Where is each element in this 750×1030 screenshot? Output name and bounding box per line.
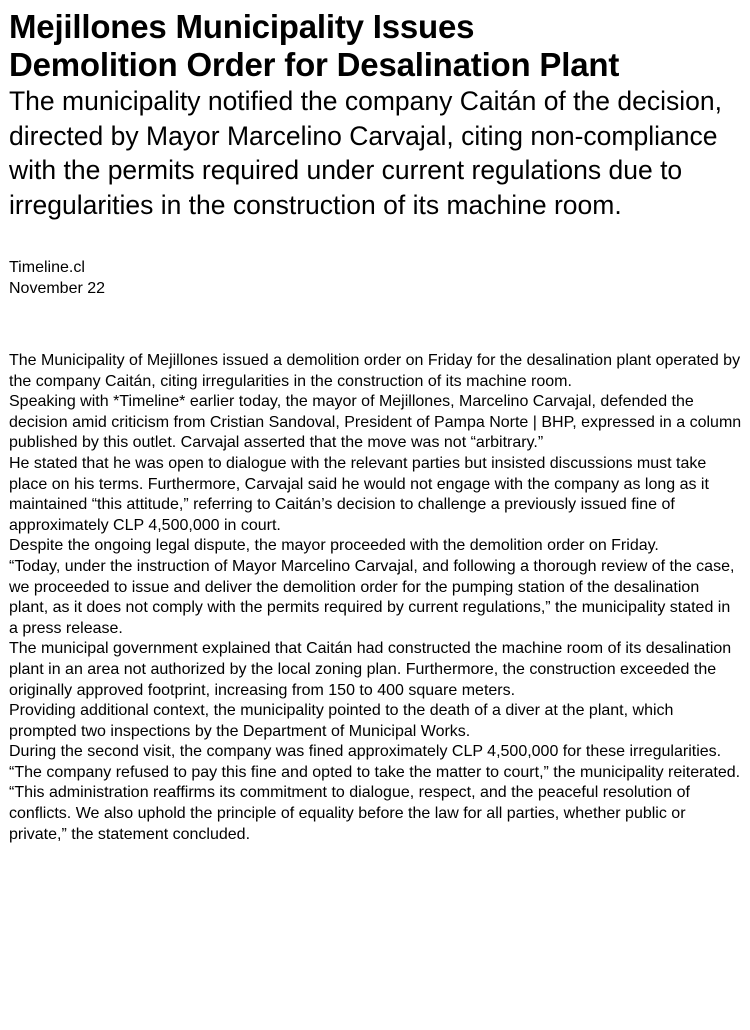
article-paragraph: “Today, under the instruction of Mayor Marcelino Carvajal, and following a thorough review of the case, we proceeded to issue and deliver the demolition order for the pumping station of the desalination plant, as it does not comply with the permits required by current regulations,” the municipality stated in a press release.: [9, 557, 735, 637]
article-paragraph: The municipal government explained that Caitán had constructed the machine room of its desalination plant in an area not authorized by the local zoning plan. Furthermore, the construction exceeded the originally approved footprint, increasing from 150 to 400 square meters.: [9, 640, 732, 699]
article-paragraph: “This administration reaffirms its commitment to dialogue, respect, and the peaceful resolution of conflicts. We also uphold the principle of equality before the law for all parties, whether public or private,” the statement concluded.: [9, 784, 690, 843]
article-paragraph: The Municipality of Mejillones issued a demolition order on Friday for the desalination plant operated by the company Caitán, citing irregularities in the construction of its machine room.: [9, 352, 741, 390]
article-date: November 22: [9, 280, 106, 297]
headline-line-2: Demolition Order for Desalination Plant: [9, 46, 620, 83]
article-paragraph: Speaking with *Timeline* earlier today, the mayor of Mejillones, Marcelino Carvajal, defended the decision amid criticism from Cristian Sandoval, President of Pampa Norte | BHP, expressed in a column published by this outlet. Carvajal asserted that the move was not “arbitrary.”: [9, 393, 742, 452]
article-subheadline: The municipality notified the company Caitán of the decision, directed by Mayor Marcelino Carvajal, citing non-compliance with the permits required under current regulations due to irregularities in the construction of its machine room.: [9, 86, 722, 220]
headline-line-1: Mejillones Municipality Issues: [9, 8, 475, 45]
article-byline: [9, 257, 742, 299]
article-paragraph: Providing additional context, the municipality pointed to the death of a diver at the plant, which prompted two inspections by the Department of Municipal Works.: [9, 702, 674, 740]
article-body: [9, 351, 742, 845]
article-paragraph: Despite the ongoing legal dispute, the mayor proceeded with the demolition order on Friday.: [9, 537, 659, 555]
article-paragraph: During the second visit, the company was fined approximately CLP 4,500,000 for these irregularities. “The company refused to pay this fine and opted to take the matter to court,” the municipality reiterated.: [9, 743, 741, 781]
article-source: Timeline.cl: [9, 259, 85, 276]
article-headline: [9, 8, 742, 84]
article-paragraph: He stated that he was open to dialogue with the relevant parties but insisted discussions must take place on his terms. Furthermore, Carvajal said he would not engage with the company as long as it maintained “this attitude,” referring to Caitán’s decision to challenge a previously issued fine of approximately CLP 4,500,000 in court.: [9, 454, 709, 534]
